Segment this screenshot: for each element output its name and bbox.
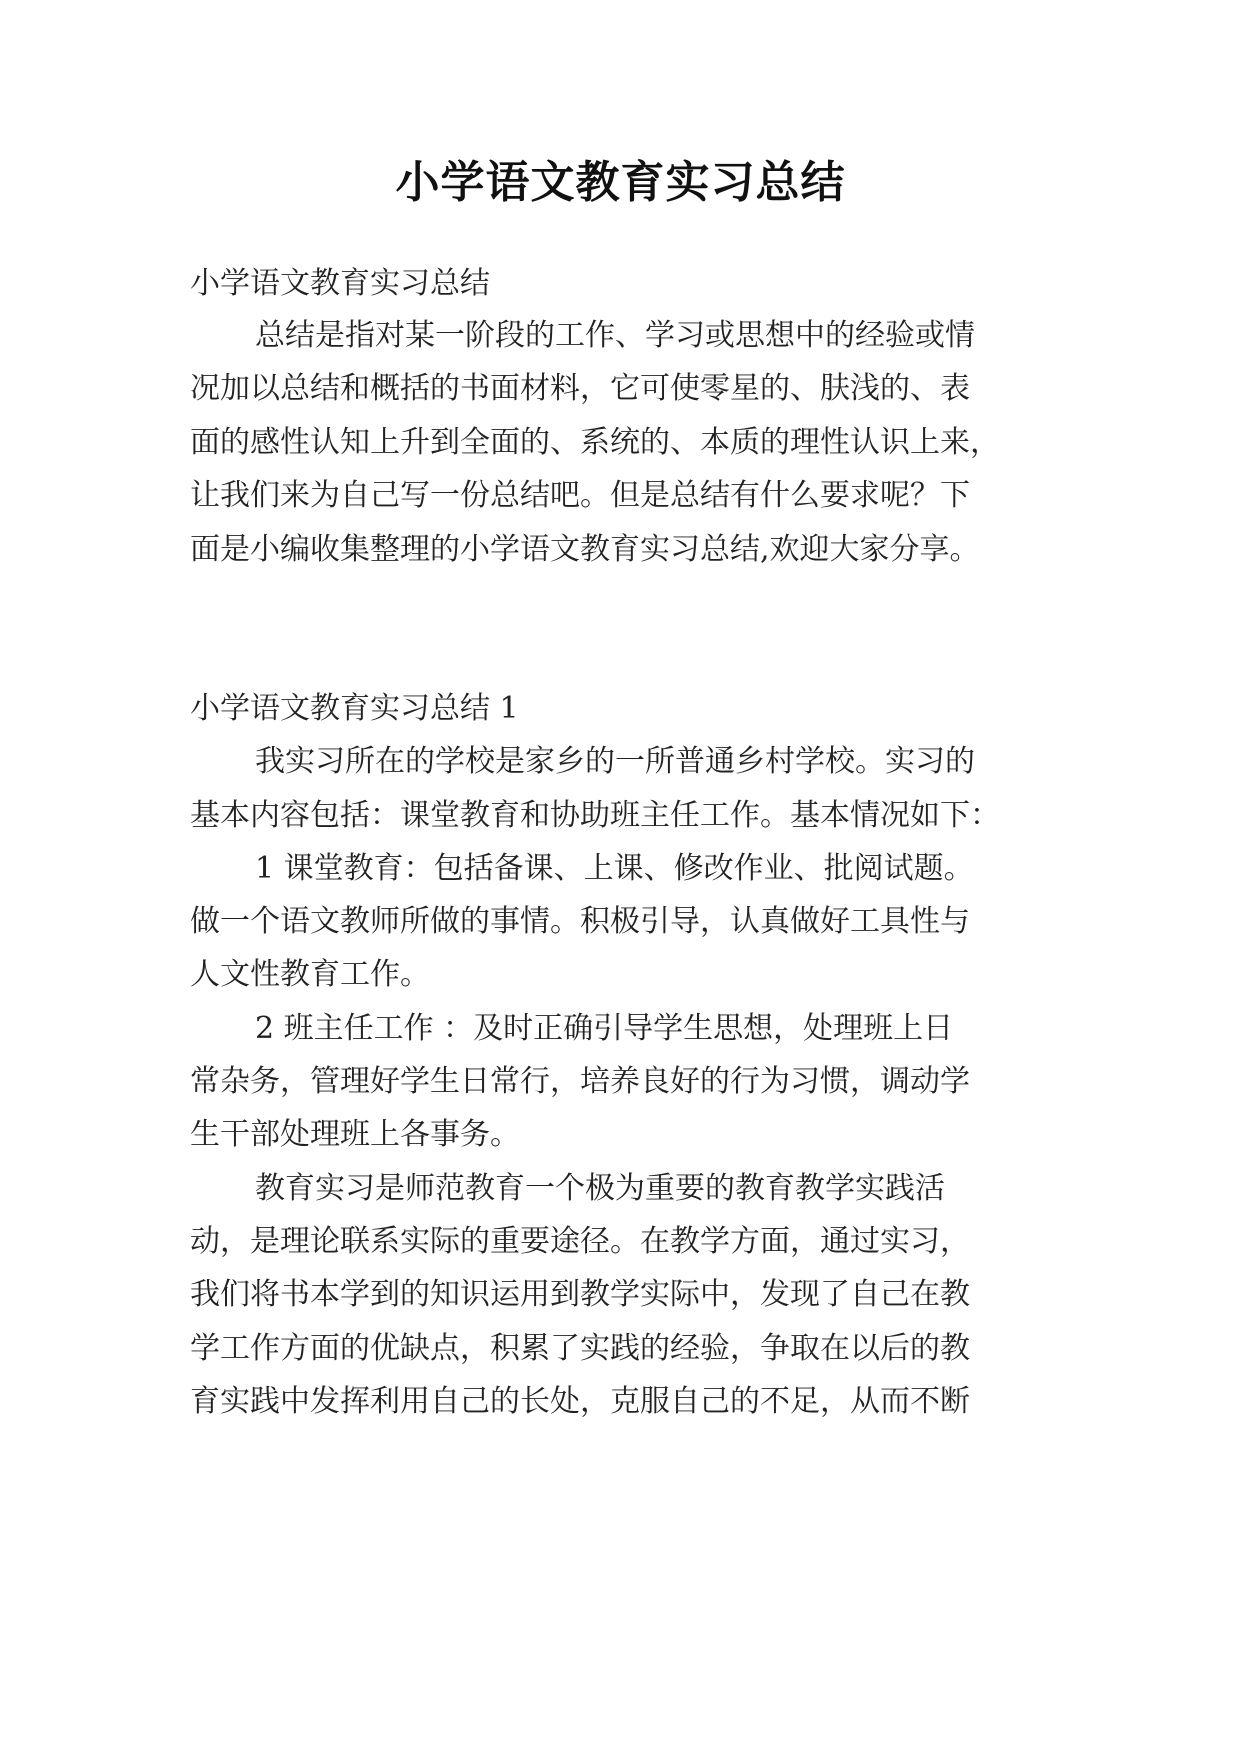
section1-heading: 小学语文教育实习总结 1 [190, 691, 519, 726]
section1-line: 基本内容包括：课堂教育和协助班主任工作。基本情况如下： [190, 798, 1000, 833]
intro-line: 面是小编收集整理的小学语文教育实习总结,欢迎大家分享。 [190, 532, 980, 567]
section1-line: 育实践中发挥利用自己的长处，克服自己的不足，从而不断 [190, 1384, 970, 1419]
section1-line: 常杂务，管理好学生日常行，培养良好的行为习惯，调动学 [190, 1064, 970, 1099]
section1-line: 做一个语文教师所做的事情。积极引导，认真做好工具性与 [190, 904, 970, 939]
section1-line: 动，是理论联系实际的重要途径。在教学方面，通过实习， [190, 1224, 970, 1259]
intro-line: 面的感性认知上升到全面的、系统的、本质的理性认识上来， [190, 425, 1000, 460]
section1-line: 人文性教育工作。 [190, 957, 430, 992]
section1-line: 1 课堂教育：包括备课、上课、修改作业、批阅试题。 [255, 851, 974, 886]
section1-line: 我实习所在的学校是家乡的一所普通乡村学校。实习的 [255, 744, 975, 779]
section1-line: 教育实习是师范教育一个极为重要的教育教学实践活 [255, 1171, 945, 1206]
intro-line: 况加以总结和概括的书面材料，它可使零星的、肤浅的、表 [190, 371, 970, 406]
section1-line: 学工作方面的优缺点，积累了实践的经验，争取在以后的教 [190, 1331, 970, 1366]
section1-line: 我们将书本学到的知识运用到教学实际中，发现了自己在教 [190, 1277, 970, 1312]
intro-line: 让我们来为自己写一份总结吧。但是总结有什么要求呢？下 [190, 478, 970, 513]
intro-line: 总结是指对某一阶段的工作、学习或思想中的经验或情 [255, 318, 975, 353]
intro-heading: 小学语文教育实习总结 [190, 266, 490, 301]
section1-line: 2 班主任工作 ：及时正确引导学生思想，处理班上日 [255, 1011, 954, 1046]
section1-line: 生干部处理班上各事务。 [190, 1117, 520, 1152]
document-title: 小学语文教育实习总结 [395, 157, 846, 208]
